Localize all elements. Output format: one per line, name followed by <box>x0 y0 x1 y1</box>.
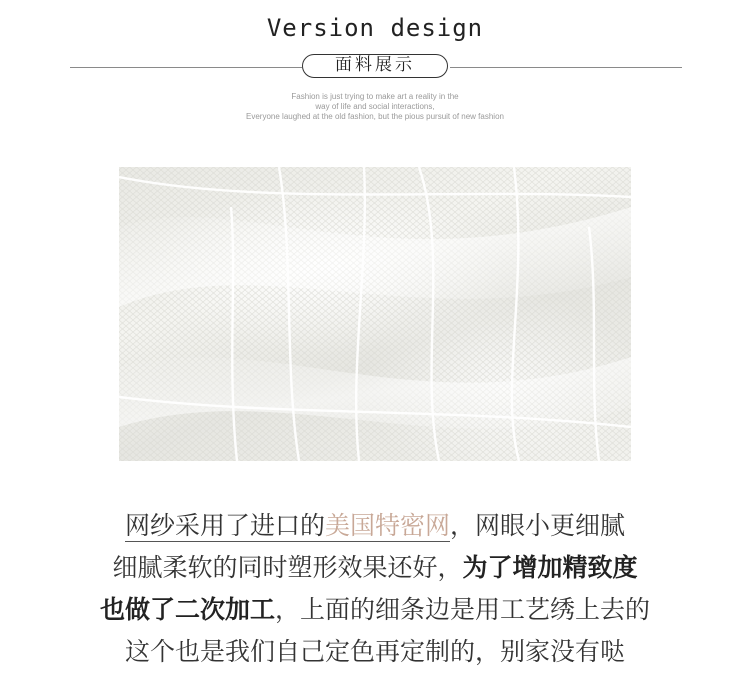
tagline-line-2: way of life and social interactions, <box>315 102 435 111</box>
line3-text-b: ，上面的细条边是用工艺绣上去的 <box>275 595 651 624</box>
line1-text-c: ，网眼小更细腻 <box>450 511 626 540</box>
tagline-line-1: Fashion is just trying to make art a reality in the <box>291 92 459 101</box>
description-line-2 <box>0 547 750 588</box>
line3-bold: 也做了二次加工 <box>99 595 275 624</box>
section-title: Version design <box>266 14 484 42</box>
tagline-line-3: Everyone laughed at the old fashion, but the pious pursuit of new fashion <box>246 112 504 121</box>
description-line-4: 这个也是我们自己定色再定制的，别家没有哒 <box>124 637 625 666</box>
line1-text-a: 网纱采用了进口的 <box>124 511 325 540</box>
description-line-3 <box>0 589 750 630</box>
fabric-mesh-texture <box>119 167 631 461</box>
description-line-1 <box>0 505 750 546</box>
fabric-photo <box>119 167 631 461</box>
section-badge: 面料展示 <box>302 54 448 78</box>
fabric-brand-highlight: 美国特密网 <box>324 511 450 540</box>
divider-right <box>450 67 682 68</box>
line2-text-a: 细腻柔软的同时塑形效果还好， <box>112 553 463 582</box>
line2-bold: 为了增加精致度 <box>462 553 638 582</box>
divider-left <box>70 67 302 68</box>
line1-underlined <box>125 511 450 542</box>
